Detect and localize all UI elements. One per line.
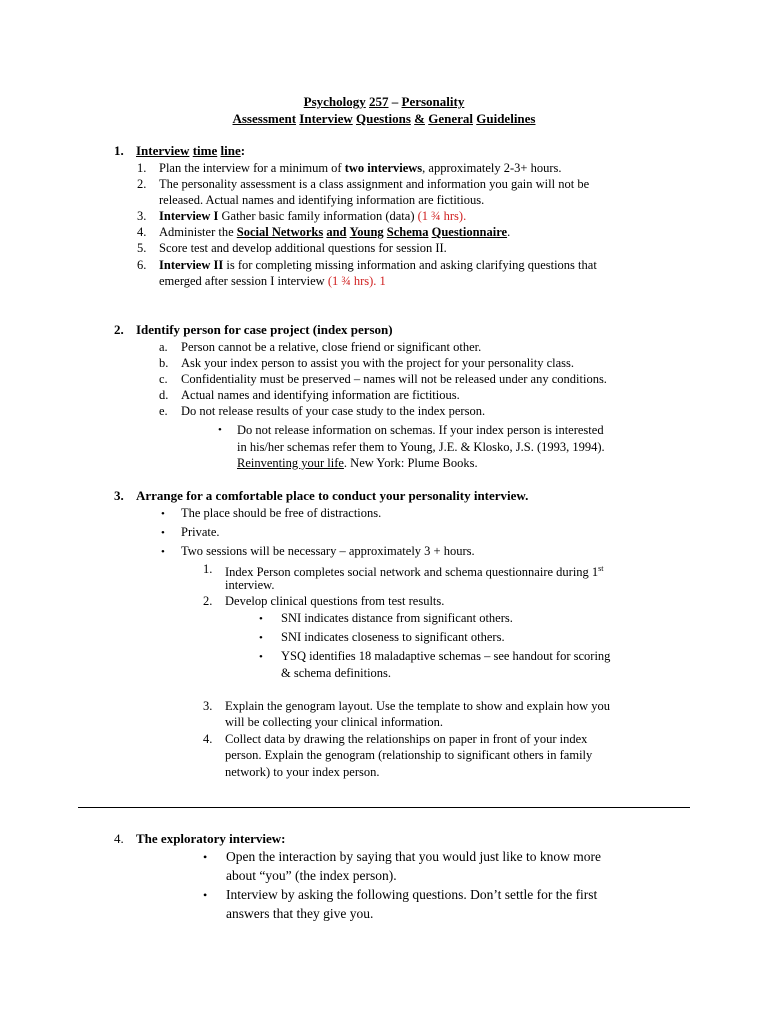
s3-bullet-1: The place should be free of distractions. (181, 506, 382, 520)
s2-subbullet-line3: Reinventing your life. New York: Plume Books. (237, 456, 478, 470)
section-3-heading: Arrange for a comfortable place to conduct your personality interview. (136, 488, 529, 503)
s3-item-4-line2: person. Explain the genogram (relationship to significant others in family (225, 748, 593, 762)
bullet-icon: • (259, 613, 263, 625)
s2-item-a-num: a. (159, 340, 168, 354)
section-4-number: 4. (114, 831, 124, 846)
doc-title-line1: Psychology 257 – Personality (303, 94, 465, 109)
bullet-icon: • (161, 546, 165, 558)
s1-item-5: Score test and develop additional questions for session II. (159, 241, 447, 255)
s1-item-4: Administer the Social Networks and Young Schema Questionnaire. (159, 225, 511, 239)
s4-bullet-1-line1: Open the interaction by saying that you would just like to know more (226, 849, 601, 864)
s1-item-2-num: 2. (137, 177, 147, 191)
s3-bullet-3: Two sessions will be necessary – approximately 3 + hours. (181, 544, 475, 558)
s2-item-c-num: c. (159, 372, 168, 386)
doc-title-line2: Assessment Interview Questions & General Guidelines (232, 111, 536, 126)
s1-item-2: The personality assessment is a class assignment and information you gain will not be (159, 177, 590, 191)
bullet-icon: • (218, 424, 222, 436)
bullet-icon: • (203, 850, 208, 864)
s4-bullet-1-line2: about “you” (the index person). (226, 868, 397, 883)
s3-item-3: Explain the genogram layout. Use the template to show and explain how you (225, 699, 610, 713)
s3-item-3-line2: will be collecting your clinical information. (225, 715, 443, 729)
s3-item-1-line2: interview. (225, 578, 275, 592)
s3-subbullet-1: SNI indicates distance from significant others. (281, 611, 513, 625)
s2-item-d-num: d. (159, 388, 169, 402)
s1-item-6-line2: emerged after session I interview (1 ¾ hrs). 1 (159, 274, 386, 288)
s1-item-1-num: 1. (137, 161, 147, 175)
s3-subbullet-3: YSQ identifies 18 maladaptive schemas – see handout for scoring (281, 649, 611, 663)
s1-item-6: Interview II is for completing missing information and asking clarifying questions that (159, 258, 597, 272)
s1-item-6-num: 6. (137, 258, 147, 272)
s1-item-2-line2: released. Actual names and identifying information are fictitious. (159, 193, 485, 207)
s4-bullet-2-line1: Interview by asking the following questions. Don’t settle for the first (226, 887, 598, 902)
s3-subbullet-2: SNI indicates closeness to significant others. (281, 630, 505, 644)
section-2-heading: Identify person for case project (index person) (136, 322, 393, 337)
s1-item-3: Interview I Gather basic family information (data) (1 ¾ hrs). (159, 209, 467, 223)
bullet-icon: • (259, 632, 263, 644)
section-4-heading: The exploratory interview: (136, 831, 286, 846)
s2-item-b: Ask your index person to assist you with the project for your personality class. (181, 356, 574, 370)
s3-item-4-num: 4. (203, 732, 213, 746)
s3-item-2: Develop clinical questions from test results. (225, 594, 445, 608)
s2-item-d: Actual names and identifying information are fictitious. (181, 388, 460, 402)
s3-item-1-num: 1. (203, 562, 213, 576)
s2-item-b-num: b. (159, 356, 169, 370)
s2-item-a: Person cannot be a relative, close friend or significant other. (181, 340, 482, 354)
bullet-icon: • (161, 508, 165, 520)
s2-subbullet-line1: Do not release information on schemas. If your index person is interested (237, 423, 604, 437)
bullet-icon: • (203, 888, 208, 902)
s3-item-2-num: 2. (203, 594, 213, 608)
bullet-icon: • (259, 651, 263, 663)
section-1-number: 1. (114, 143, 124, 158)
s3-subbullet-3-line2: & schema definitions. (281, 666, 392, 680)
bullet-icon: • (161, 527, 165, 539)
s1-item-1: Plan the interview for a minimum of two interviews, approximately 2-3+ hours. (159, 161, 562, 175)
s3-item-4: Collect data by drawing the relationships on paper in front of your index (225, 732, 588, 746)
section-1-heading: Interview time line: (136, 143, 246, 158)
horizontal-divider (78, 807, 690, 808)
s3-item-3-num: 3. (203, 699, 213, 713)
s3-item-4-line3: network) to your index person. (225, 765, 380, 779)
s1-item-5-num: 5. (137, 241, 147, 255)
s3-item-1: Index Person completes social network and schema questionnaire during 1st (225, 564, 604, 580)
s1-item-3-num: 3. (137, 209, 147, 223)
s4-bullet-2-line2: answers that they give you. (226, 906, 374, 921)
s2-item-e-num: e. (159, 404, 168, 418)
s2-item-e: Do not release results of your case study to the index person. (181, 404, 486, 418)
s2-subbullet-line2: in his/her schemas refer them to Young, J.E. & Klosko, J.S. (1993, 1994). (237, 440, 605, 454)
s3-bullet-2: Private. (181, 525, 220, 539)
s1-item-4-num: 4. (137, 225, 147, 239)
section-3-number: 3. (114, 488, 124, 503)
section-2-number: 2. (114, 322, 124, 337)
s2-item-c: Confidentiality must be preserved – names will not be released under any conditions. (181, 372, 607, 386)
